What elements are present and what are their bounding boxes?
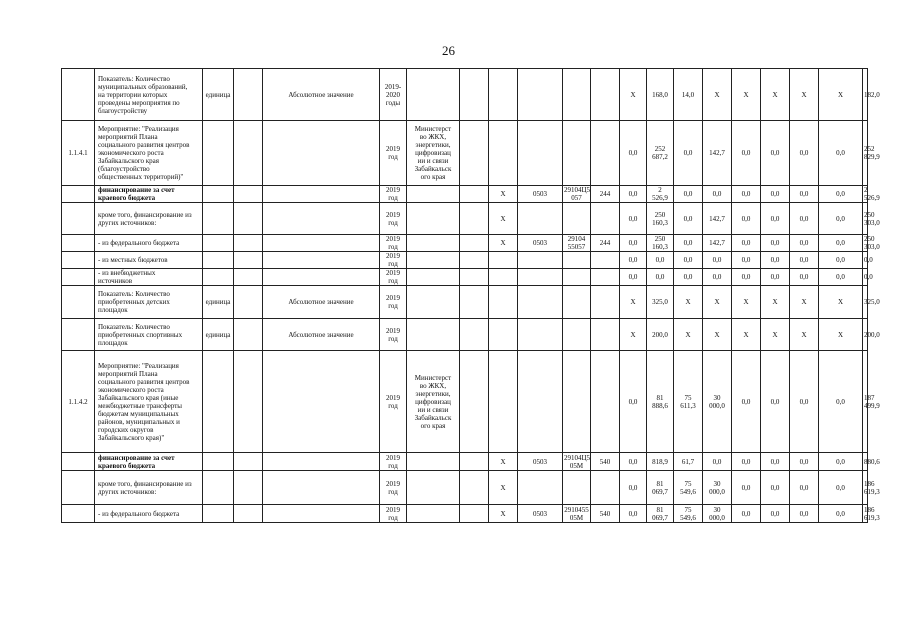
table-row <box>62 471 868 505</box>
row-base-value <box>234 505 263 523</box>
row-vr: 540 <box>591 505 620 523</box>
row-period: 2019 год <box>380 319 407 351</box>
row-year-value: X <box>620 319 647 351</box>
row-name: - из федерального бюджета <box>95 505 203 523</box>
row-year-value: 0,0 <box>761 453 790 471</box>
row-executor <box>407 235 460 252</box>
row-indicator-type <box>263 269 380 286</box>
row-total: 182,0 <box>863 69 868 121</box>
row-unit <box>203 269 234 286</box>
row-year-value: 0,0 <box>790 203 819 235</box>
row-year-value: 0,0 <box>732 453 761 471</box>
row-empty-cell <box>460 235 489 252</box>
row-year-value: 0,0 <box>674 186 703 203</box>
row-year-value: 61,7 <box>674 453 703 471</box>
row-csr <box>563 69 591 121</box>
row-executor <box>407 453 460 471</box>
row-empty-cell <box>460 351 489 453</box>
row-grbs <box>489 121 518 186</box>
row-year-value: 0,0 <box>819 453 863 471</box>
row-year-value: 0,0 <box>732 235 761 252</box>
row-total: 186 619,3 <box>864 505 880 522</box>
row-year-value: 0,0 <box>732 121 761 186</box>
row-vr <box>591 69 620 121</box>
row-year-value: X <box>732 69 761 121</box>
row-rzpr <box>518 286 563 319</box>
row-vr <box>591 351 620 453</box>
row-code <box>62 319 95 351</box>
row-csr <box>563 286 591 319</box>
row-total: 250 303,0 <box>864 235 880 251</box>
row-year-value: 142,7 <box>703 203 732 235</box>
row-rzpr <box>518 252 563 269</box>
table-row <box>62 319 868 351</box>
row-year-value: X <box>620 286 647 319</box>
row-grbs <box>489 269 518 286</box>
row-indicator-type <box>263 121 380 186</box>
table-row <box>62 286 868 319</box>
row-rzpr <box>518 319 563 351</box>
row-year-value: X <box>703 69 732 121</box>
row-year-value: 0,0 <box>790 235 819 252</box>
row-base-value <box>234 252 263 269</box>
row-total: 186 619,3 <box>863 471 868 505</box>
row-year-value: 0,0 <box>819 351 863 453</box>
row-base-value <box>234 351 263 453</box>
row-executor <box>407 186 460 203</box>
row-empty-cell <box>460 203 489 235</box>
row-base-value <box>234 286 263 319</box>
row-base-value <box>234 471 263 505</box>
row-year-value: 0,0 <box>620 351 647 453</box>
row-year-value: 75 611,3 <box>674 351 703 453</box>
row-year-value: 0,0 <box>790 252 819 269</box>
row-year-value: 200,0 <box>647 319 674 351</box>
row-rzpr <box>518 203 563 235</box>
row-unit <box>203 351 234 453</box>
row-year-value: 81 888,6 <box>647 351 674 453</box>
row-year-value: 0,0 <box>620 235 647 252</box>
row-base-value <box>234 186 263 203</box>
row-total: 200,0 <box>863 319 868 351</box>
row-year-value: X <box>790 319 819 351</box>
row-code <box>62 286 95 319</box>
row-year-value: 0,0 <box>647 269 674 286</box>
row-executor <box>407 471 460 505</box>
row-grbs: X <box>489 471 518 505</box>
row-year-value: 0,0 <box>819 235 863 252</box>
row-year-value: 30 000,0 <box>703 471 732 505</box>
row-period: 2019 год <box>380 471 407 505</box>
row-csr <box>563 121 591 186</box>
table-row <box>62 252 868 269</box>
row-rzpr: 0503 <box>518 453 563 471</box>
row-unit <box>203 203 234 235</box>
row-unit <box>203 471 234 505</box>
row-base-value <box>234 69 263 121</box>
row-year-value: 0,0 <box>703 269 732 286</box>
row-empty-cell <box>460 186 489 203</box>
row-unit <box>203 505 234 523</box>
row-executor <box>407 252 460 269</box>
row-rzpr: 0503 <box>518 186 563 203</box>
row-year-value: 250 160,3 <box>647 235 674 252</box>
row-indicator-type <box>263 505 380 523</box>
row-indicator-type: Абсолютное значение <box>263 319 380 351</box>
row-total: 325,0 <box>863 286 868 319</box>
table-row <box>62 351 868 453</box>
row-total: 250 303,0 <box>863 203 868 235</box>
row-period: 2019 год <box>380 351 407 453</box>
row-year-value: 0,0 <box>647 252 674 269</box>
row-year-value: 0,0 <box>761 252 790 269</box>
row-year-value: 0,0 <box>732 351 761 453</box>
row-code <box>62 235 95 252</box>
row-year-value: 0,0 <box>674 121 703 186</box>
row-year-value: 0,0 <box>674 269 703 286</box>
row-name: кроме того, финансирование из других источников: <box>95 203 203 235</box>
row-year-value: X <box>732 319 761 351</box>
row-csr <box>563 252 591 269</box>
table-row <box>62 269 868 286</box>
row-year-value: X <box>703 286 732 319</box>
row-rzpr: 0503 <box>518 235 563 252</box>
row-year-value: 0,0 <box>703 186 732 203</box>
row-vr: 244 <box>591 186 620 203</box>
row-rzpr <box>518 351 563 453</box>
row-year-value: 818,9 <box>647 453 674 471</box>
row-empty-cell <box>460 319 489 351</box>
row-year-value: 0,0 <box>732 269 761 286</box>
table-row <box>62 69 868 121</box>
row-vr <box>591 252 620 269</box>
row-base-value <box>234 121 263 186</box>
row-period: 2019 год <box>380 235 407 252</box>
row-unit <box>203 121 234 186</box>
row-name: финансирование за счет краевого бюджета <box>95 186 203 203</box>
row-year-value: 75 549,6 <box>674 471 703 505</box>
row-csr <box>563 471 591 505</box>
row-name: - из внебюджетных источников <box>95 269 203 286</box>
row-year-value: X <box>620 69 647 121</box>
row-name: Показатель: Количество муниципальных образований, на территории которых проведены мероприятия по благоустройству <box>95 69 203 121</box>
row-year-value: 0,0 <box>732 505 761 523</box>
row-vr <box>591 286 620 319</box>
row-year-value: 0,0 <box>790 186 819 203</box>
row-year-value: 250 160,3 <box>647 203 674 235</box>
row-indicator-type <box>263 453 380 471</box>
row-indicator-type <box>263 252 380 269</box>
row-vr <box>591 121 620 186</box>
budget-table-body <box>62 69 880 523</box>
row-year-value: 0,0 <box>790 505 819 523</box>
row-year-value: X <box>703 319 732 351</box>
row-period: 2019- 2020 годы <box>380 69 407 121</box>
row-year-value: 0,0 <box>761 505 790 523</box>
row-grbs: X <box>489 453 518 471</box>
row-unit <box>203 186 234 203</box>
row-year-value: 81 069,7 <box>647 471 674 505</box>
table-row <box>62 505 868 523</box>
row-csr: 2910455 05М <box>564 505 589 522</box>
row-period: 2019 год <box>380 186 407 203</box>
row-total: 252 829,9 <box>863 121 868 186</box>
row-year-value: 252 687,2 <box>647 121 674 186</box>
row-name: Показатель: Количество приобретенных детских площадок <box>95 286 203 319</box>
row-year-value: 0,0 <box>790 121 819 186</box>
table-row <box>62 121 868 186</box>
row-year-value: X <box>790 286 819 319</box>
row-year-value: 0,0 <box>732 186 761 203</box>
row-vr <box>591 203 620 235</box>
row-unit: единица <box>203 69 234 121</box>
row-year-value: 325,0 <box>647 286 674 319</box>
row-name: финансирование за счет краевого бюджета <box>95 453 203 471</box>
row-total: 0,0 <box>863 269 868 286</box>
row-grbs: X <box>489 186 518 203</box>
row-total: 0,0 <box>863 252 868 269</box>
row-year-value: 0,0 <box>674 203 703 235</box>
row-year-value: 0,0 <box>620 471 647 505</box>
row-year-value: 0,0 <box>732 471 761 505</box>
row-executor <box>407 286 460 319</box>
row-name: - из федерального бюджета <box>95 235 203 252</box>
row-empty-cell <box>460 286 489 319</box>
row-grbs: X <box>489 235 518 252</box>
row-executor <box>407 203 460 235</box>
row-indicator-type: Абсолютное значение <box>263 69 380 121</box>
row-year-value: X <box>732 286 761 319</box>
row-executor <box>407 319 460 351</box>
row-code <box>62 453 95 471</box>
row-vr: 244 <box>591 235 620 252</box>
row-vr: 540 <box>591 453 620 471</box>
row-year-value: 0,0 <box>761 351 790 453</box>
row-code <box>62 471 95 505</box>
row-year-value: 142,7 <box>703 235 732 252</box>
row-year-value: X <box>761 69 790 121</box>
table-row <box>62 453 868 471</box>
row-code: 1.1.4.2 <box>62 351 95 453</box>
row-period: 2019 год <box>380 286 407 319</box>
row-unit: единица <box>203 319 234 351</box>
row-year-value: 30 000,0 <box>703 505 732 523</box>
row-csr <box>563 351 591 453</box>
row-year-value: 0,0 <box>674 235 703 252</box>
row-empty-cell <box>460 252 489 269</box>
row-year-value: X <box>819 286 863 319</box>
row-year-value: 0,0 <box>761 269 790 286</box>
row-year-value: 0,0 <box>732 252 761 269</box>
row-unit: единица <box>203 286 234 319</box>
row-year-value: 0,0 <box>674 252 703 269</box>
row-year-value: 0,0 <box>620 121 647 186</box>
row-year-value: 0,0 <box>790 269 819 286</box>
row-year-value: 0,0 <box>761 235 790 252</box>
row-year-value: 30 000,0 <box>703 351 732 453</box>
row-total: 187 499,9 <box>863 351 868 453</box>
row-code <box>62 186 95 203</box>
row-year-value: 0,0 <box>819 269 863 286</box>
row-year-value: 0,0 <box>620 203 647 235</box>
row-unit <box>203 252 234 269</box>
row-rzpr <box>518 471 563 505</box>
row-year-value: 0,0 <box>761 186 790 203</box>
row-grbs <box>489 319 518 351</box>
row-executor: Министерст во ЖКХ, энергетики, цифровизац ии и связи Забайкальск ого края <box>407 351 460 453</box>
row-rzpr <box>518 69 563 121</box>
row-year-value: X <box>674 286 703 319</box>
row-year-value: 0,0 <box>819 203 863 235</box>
row-unit <box>203 453 234 471</box>
row-code <box>62 203 95 235</box>
table-row <box>62 203 868 235</box>
row-unit <box>203 235 234 252</box>
budget-table <box>61 68 880 523</box>
row-grbs: X <box>489 203 518 235</box>
row-csr: 29104Ц5 057 <box>564 186 591 202</box>
row-empty-cell <box>460 471 489 505</box>
row-period: 2019 год <box>380 252 407 269</box>
row-executor: Министерст во ЖКХ, энергетики, цифровизац ии и связи Забайкальск ого края <box>407 121 460 186</box>
row-code <box>62 252 95 269</box>
row-year-value: 0,0 <box>620 186 647 203</box>
row-csr: 29104Ц5 05М <box>564 453 591 470</box>
row-empty-cell <box>460 121 489 186</box>
row-name: кроме того, финансирование из других источников: <box>95 471 203 505</box>
row-year-value: X <box>819 69 863 121</box>
row-year-value: 0,0 <box>620 505 647 523</box>
row-indicator-type <box>263 351 380 453</box>
row-csr <box>563 203 591 235</box>
row-csr: 29104 55057 <box>563 235 591 252</box>
row-year-value: 0,0 <box>703 453 732 471</box>
row-indicator-type: Абсолютное значение <box>263 286 380 319</box>
row-year-value: 0,0 <box>790 453 819 471</box>
row-year-value: 2 526,9 <box>647 186 674 203</box>
row-name: Мероприятие: "Реализация мероприятий Плана социального развития центров экономического роста Забайкальского края (иные межбюджетные трансферты бюджетам муниципальных районов, муниципальных и городских округов Забайкальского края)" <box>95 351 203 453</box>
row-grbs <box>489 69 518 121</box>
row-period: 2019 год <box>380 121 407 186</box>
row-name: - из местных бюджетов <box>95 252 203 269</box>
row-executor <box>407 269 460 286</box>
row-grbs: X <box>489 505 518 523</box>
row-executor <box>407 505 460 523</box>
row-year-value: 0,0 <box>761 121 790 186</box>
row-year-value: X <box>790 69 819 121</box>
row-year-value: 0,0 <box>620 252 647 269</box>
row-indicator-type <box>263 471 380 505</box>
row-year-value: X <box>761 286 790 319</box>
row-empty-cell <box>460 453 489 471</box>
row-empty-cell <box>460 505 489 523</box>
row-year-value: 81 069,7 <box>647 505 674 523</box>
row-year-value: 0,0 <box>819 252 863 269</box>
row-base-value <box>234 453 263 471</box>
row-year-value: 0,0 <box>819 186 863 203</box>
row-rzpr: 0503 <box>518 505 563 523</box>
row-csr <box>563 269 591 286</box>
row-total: 880,6 <box>863 453 868 471</box>
row-code: 1.1.4.1 <box>62 121 95 186</box>
row-grbs <box>489 351 518 453</box>
row-indicator-type <box>263 203 380 235</box>
row-year-value: 75 549,6 <box>674 505 703 523</box>
row-year-value: 0,0 <box>620 269 647 286</box>
row-year-value: 0,0 <box>703 252 732 269</box>
row-empty-cell <box>460 69 489 121</box>
row-year-value: 0,0 <box>620 453 647 471</box>
row-year-value: 0,0 <box>761 471 790 505</box>
row-period: 2019 год <box>380 269 407 286</box>
row-year-value: 142,7 <box>703 121 732 186</box>
row-grbs <box>489 286 518 319</box>
row-indicator-type <box>263 186 380 203</box>
row-period: 2019 год <box>380 203 407 235</box>
row-vr <box>591 471 620 505</box>
row-period: 2019 год <box>380 453 407 471</box>
row-year-value: 0,0 <box>790 351 819 453</box>
row-indicator-type <box>263 235 380 252</box>
row-code <box>62 505 95 523</box>
row-vr <box>591 319 620 351</box>
row-code <box>62 69 95 121</box>
row-grbs <box>489 252 518 269</box>
row-year-value: X <box>819 319 863 351</box>
row-rzpr <box>518 121 563 186</box>
row-total: 2 526,9 <box>864 186 880 202</box>
row-year-value: 0,0 <box>732 203 761 235</box>
row-base-value <box>234 235 263 252</box>
row-empty-cell <box>460 269 489 286</box>
row-year-value: 168,0 <box>647 69 674 121</box>
table-row <box>62 186 868 203</box>
row-vr <box>591 269 620 286</box>
row-period: 2019 год <box>380 505 407 523</box>
row-base-value <box>234 319 263 351</box>
row-year-value: 0,0 <box>790 471 819 505</box>
row-csr <box>563 319 591 351</box>
row-year-value: 0,0 <box>819 471 863 505</box>
row-code <box>62 269 95 286</box>
row-name: Показатель: Количество приобретенных спортивных площадок <box>95 319 203 351</box>
row-executor <box>407 69 460 121</box>
row-base-value <box>234 203 263 235</box>
row-year-value: 0,0 <box>761 203 790 235</box>
row-year-value: 14,0 <box>674 69 703 121</box>
table-row <box>62 235 868 252</box>
row-year-value: 0,0 <box>819 121 863 186</box>
row-year-value: X <box>761 319 790 351</box>
row-year-value: 0,0 <box>819 505 863 523</box>
page-number: 26 <box>442 43 455 58</box>
row-rzpr <box>518 269 563 286</box>
row-base-value <box>234 269 263 286</box>
row-name: Мероприятие: "Реализация мероприятий Плана социального развития центров экономического роста Забайкальского края (благоустройство общественных территорий)" <box>95 121 203 186</box>
row-year-value: X <box>674 319 703 351</box>
